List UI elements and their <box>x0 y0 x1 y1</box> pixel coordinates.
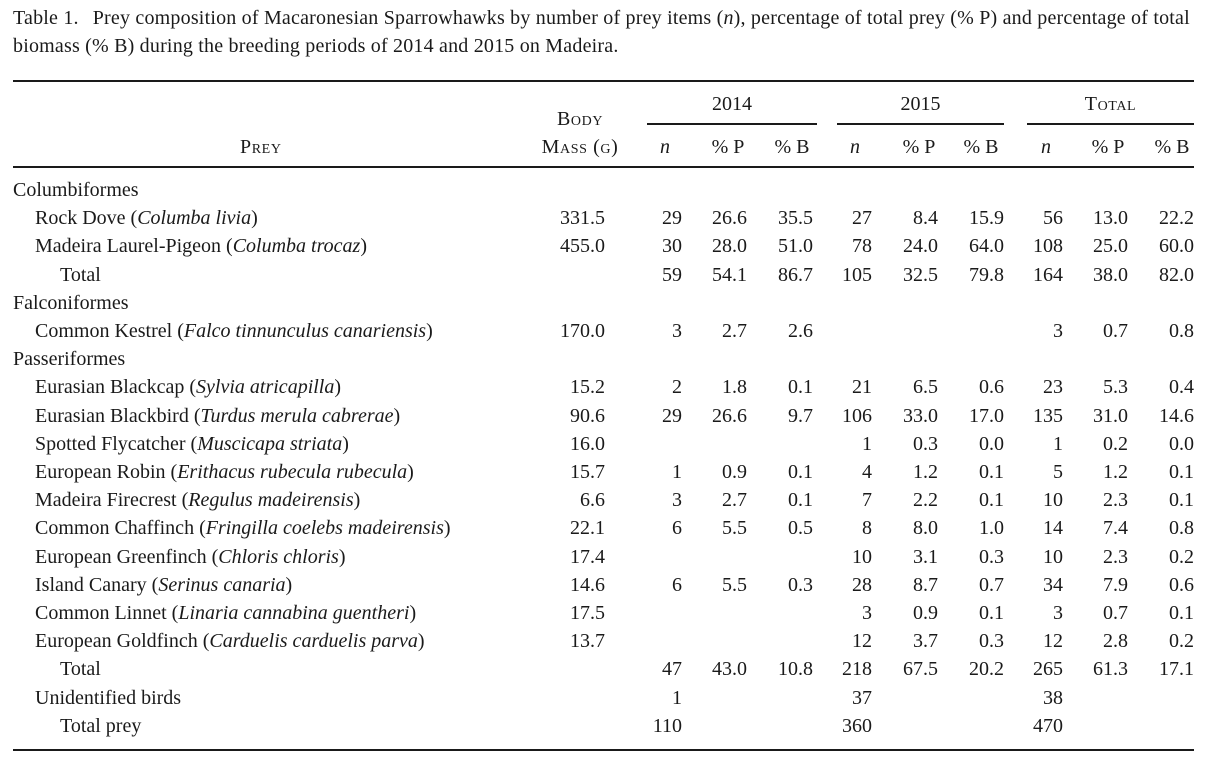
header-rule <box>13 166 1194 168</box>
value-cell: 3 <box>672 489 682 511</box>
table-caption <box>13 4 1203 60</box>
value-cell: 1.2 <box>913 461 938 483</box>
prey-common-name: Common Chaffinch <box>35 517 195 539</box>
value-cell: 0.7 <box>1103 602 1128 624</box>
prey-name <box>35 234 367 258</box>
value-cell: 2.8 <box>1103 630 1128 652</box>
value-cell: 14.6 <box>1159 405 1194 427</box>
caption-text-2: ), percentage of total prey (% P) and percentage of total biomass (% B) during the breeding periods of 2014 and 2015 on Madeira. <box>13 7 1190 57</box>
value-cell: 12 <box>852 630 872 652</box>
value-cell: 360 <box>842 715 872 737</box>
prey-common-name: European Goldfinch <box>35 630 198 652</box>
value-cell: 2.3 <box>1103 489 1128 511</box>
subheader-2014-pb: % B <box>774 136 810 158</box>
subheader-total-n: n <box>1041 136 1051 158</box>
value-cell: 218 <box>842 658 872 680</box>
subheader-2015-pp: % P <box>902 136 936 158</box>
prey-common-name: Spotted Flycatcher <box>35 433 186 455</box>
paren-close: ) <box>353 489 361 511</box>
body-mass-value: 6.6 <box>580 489 605 511</box>
subheader-2015-n: n <box>850 136 860 158</box>
value-cell: 0.9 <box>913 602 938 624</box>
group-underline-2014 <box>647 123 817 125</box>
subheader-total-pb: % B <box>1154 136 1190 158</box>
header-group-2014: 2014 <box>712 93 752 115</box>
value-cell: 8.0 <box>913 517 938 539</box>
value-cell: 14 <box>1043 517 1063 539</box>
value-cell: 1 <box>672 687 682 709</box>
value-cell: 2.3 <box>1103 546 1128 568</box>
body-mass-value: 15.7 <box>570 461 605 483</box>
prey-scientific-name: Chloris chloris <box>218 546 339 568</box>
value-cell: 28 <box>852 574 872 596</box>
value-cell: 29 <box>662 405 682 427</box>
value-cell: 0.3 <box>979 630 1004 652</box>
value-cell: 0.8 <box>1169 320 1194 342</box>
body-mass-value: 331.5 <box>560 207 605 229</box>
value-cell: 79.8 <box>969 264 1004 286</box>
paren-open: ( <box>221 235 233 257</box>
value-cell: 0.2 <box>1169 546 1194 568</box>
value-cell: 4 <box>862 461 872 483</box>
value-cell: 17.0 <box>969 405 1004 427</box>
value-cell: 10 <box>1043 489 1063 511</box>
prey-name <box>35 404 400 428</box>
value-cell: 2.7 <box>722 489 747 511</box>
body-mass-value: 455.0 <box>560 235 605 257</box>
value-cell: 8.7 <box>913 574 938 596</box>
subheader-2015-pb: % B <box>963 136 999 158</box>
value-cell: 0.0 <box>979 433 1004 455</box>
value-cell: 2 <box>672 376 682 398</box>
prey-name <box>35 629 425 653</box>
value-cell: 1.2 <box>1103 461 1128 483</box>
paren-open: ( <box>184 376 197 398</box>
order-label: Falconiformes <box>13 292 129 314</box>
value-cell: 7.9 <box>1103 574 1128 596</box>
value-cell: 54.1 <box>712 264 747 286</box>
value-cell: 86.7 <box>778 264 813 286</box>
subtotal-label: Total prey <box>60 715 142 737</box>
group-underline-total <box>1027 123 1194 125</box>
caption-label: Table 1. <box>13 7 79 29</box>
prey-scientific-name: Sylvia atricapilla <box>196 376 335 398</box>
value-cell: 35.5 <box>778 207 813 229</box>
value-cell: 1 <box>862 433 872 455</box>
value-cell: 37 <box>852 687 872 709</box>
value-cell: 43.0 <box>712 658 747 680</box>
value-cell: 24.0 <box>903 235 938 257</box>
value-cell: 0.1 <box>1169 489 1194 511</box>
paren-close: ) <box>360 235 367 257</box>
prey-scientific-name: Linaria cannabina guentheri <box>178 602 410 624</box>
paren-close: ) <box>285 574 293 596</box>
prey-scientific-name: Erithacus rubecula rubecula <box>177 461 408 483</box>
value-cell: 0.2 <box>1169 630 1194 652</box>
value-cell: 78 <box>852 235 872 257</box>
prey-scientific-name: Turdus merula cabrerae <box>200 405 394 427</box>
prey-name <box>35 460 414 484</box>
body-mass-value: 15.2 <box>570 376 605 398</box>
value-cell: 5 <box>1053 461 1063 483</box>
paren-open: ( <box>146 574 159 596</box>
prey-common-name: European Robin <box>35 461 166 483</box>
value-cell: 0.3 <box>979 546 1004 568</box>
value-cell: 0.1 <box>788 489 813 511</box>
value-cell: 110 <box>652 715 682 737</box>
header-prey: Prey <box>240 136 282 158</box>
paren-close: ) <box>417 630 425 652</box>
value-cell: 38 <box>1043 687 1063 709</box>
order-label: Passeriformes <box>13 348 126 370</box>
body-mass-value: 13.7 <box>570 630 605 652</box>
subtotal-label: Total <box>60 264 101 286</box>
prey-name <box>35 375 341 399</box>
prey-common-name: Eurasian Blackbird <box>35 405 189 427</box>
prey-scientific-name: Falco tinnunculus canariensis <box>183 320 427 342</box>
value-cell: 265 <box>1033 658 1063 680</box>
value-cell: 25.0 <box>1093 235 1128 257</box>
value-cell: 10.8 <box>778 658 813 680</box>
value-cell: 164 <box>1033 264 1063 286</box>
value-cell: 0.1 <box>979 602 1004 624</box>
value-cell: 3 <box>1053 602 1063 624</box>
value-cell: 38.0 <box>1093 264 1128 286</box>
value-cell: 2.6 <box>788 320 813 342</box>
paren-close: ) <box>251 207 258 229</box>
prey-name <box>35 319 433 343</box>
value-cell: 0.1 <box>979 489 1004 511</box>
value-cell: 31.0 <box>1093 405 1128 427</box>
paren-open: ( <box>165 461 178 483</box>
body-mass-value: 17.4 <box>570 546 605 568</box>
paren-open: ( <box>176 489 189 511</box>
prey-common-name: Eurasian Blackcap <box>35 376 185 398</box>
value-cell: 26.6 <box>712 405 747 427</box>
value-cell: 0.4 <box>1169 376 1194 398</box>
paren-close: ) <box>409 602 417 624</box>
header-group-2015: 2015 <box>900 93 941 115</box>
paren-close: ) <box>342 433 349 455</box>
body-mass-value: 14.6 <box>570 574 605 596</box>
value-cell: 3.1 <box>913 546 938 568</box>
value-cell: 1 <box>1053 433 1063 455</box>
paren-close: ) <box>393 405 401 427</box>
value-cell: 34 <box>1043 574 1063 596</box>
value-cell: 23 <box>1043 376 1063 398</box>
value-cell: 3 <box>1053 320 1063 342</box>
body-mass-value: 17.5 <box>570 602 605 624</box>
value-cell: 26.6 <box>712 207 747 229</box>
paren-open: ( <box>194 517 206 539</box>
value-cell: 64.0 <box>969 235 1004 257</box>
value-cell: 0.1 <box>1169 461 1194 483</box>
paren-close: ) <box>443 517 451 539</box>
body-mass-value: 90.6 <box>570 405 605 427</box>
paren-open: ( <box>125 207 138 229</box>
prey-common-name: Common Linnet <box>35 602 167 624</box>
prey-name <box>35 206 258 230</box>
prey-name <box>35 516 451 540</box>
value-cell: 0.3 <box>788 574 813 596</box>
value-cell: 3.7 <box>913 630 938 652</box>
subheader-2014-pp: % P <box>711 136 745 158</box>
value-cell: 20.2 <box>969 658 1004 680</box>
bottom-rule <box>13 749 1194 751</box>
prey-scientific-name: Muscicapa striata <box>197 433 343 455</box>
value-cell: 10 <box>1043 546 1063 568</box>
value-cell: 10 <box>852 546 872 568</box>
subtotal-label: Total <box>60 658 101 680</box>
value-cell: 29 <box>662 207 682 229</box>
value-cell: 5.5 <box>722 517 747 539</box>
header-body-mass-line1: Body <box>556 108 604 130</box>
prey-common-name: Common Kestrel <box>35 320 173 342</box>
paren-open: ( <box>197 630 210 652</box>
caption-text-1: Prey composition of Macaronesian Sparrowhawks by number of prey items ( <box>92 7 724 29</box>
value-cell: 82.0 <box>1159 264 1194 286</box>
value-cell: 7.4 <box>1103 517 1128 539</box>
prey-scientific-name: Fringilla coelebs madeirensis <box>205 517 444 539</box>
value-cell: 106 <box>842 405 872 427</box>
value-cell: 0.1 <box>788 461 813 483</box>
value-cell: 0.7 <box>1103 320 1128 342</box>
value-cell: 15.9 <box>969 207 1004 229</box>
value-cell: 17.1 <box>1159 658 1194 680</box>
prey-common-name: Madeira Firecrest <box>35 489 177 511</box>
prey-name <box>35 601 416 625</box>
value-cell: 5.3 <box>1103 376 1128 398</box>
value-cell: 8 <box>862 517 872 539</box>
paren-open: ( <box>185 433 198 455</box>
value-cell: 3 <box>862 602 872 624</box>
paren-close: ) <box>338 546 346 568</box>
value-cell: 0.1 <box>979 461 1004 483</box>
value-cell: 0.0 <box>1169 433 1194 455</box>
prey-name: Unidentified birds <box>35 687 182 709</box>
top-rule <box>13 80 1194 82</box>
value-cell: 2.7 <box>722 320 747 342</box>
value-cell: 12 <box>1043 630 1063 652</box>
value-cell: 1.8 <box>722 376 747 398</box>
prey-scientific-name: Columba trocaz <box>232 235 361 257</box>
value-cell: 6.5 <box>913 376 938 398</box>
caption-text-n: n <box>723 7 734 29</box>
body-mass-value: 170.0 <box>560 320 605 342</box>
value-cell: 9.7 <box>788 405 813 427</box>
value-cell: 0.8 <box>1169 517 1194 539</box>
value-cell: 47 <box>662 658 682 680</box>
value-cell: 59 <box>662 264 682 286</box>
value-cell: 67.5 <box>903 658 938 680</box>
value-cell: 3 <box>672 320 682 342</box>
paren-open: ( <box>206 546 219 568</box>
value-cell: 0.1 <box>788 376 813 398</box>
value-cell: 28.0 <box>712 235 747 257</box>
value-cell: 1.0 <box>979 517 1004 539</box>
value-cell: 6 <box>672 574 682 596</box>
body-mass-value: 16.0 <box>570 433 605 455</box>
prey-name <box>35 432 349 456</box>
value-cell: 6 <box>672 517 682 539</box>
prey-name <box>35 545 346 569</box>
prey-name <box>35 488 360 512</box>
value-cell: 135 <box>1033 405 1063 427</box>
header-group-total: Total <box>1084 93 1137 115</box>
value-cell: 8.4 <box>913 207 938 229</box>
header-body-mass-line2: Mass (g) <box>541 136 619 158</box>
value-cell: 2.2 <box>913 489 938 511</box>
paren-open: ( <box>166 602 179 624</box>
body-mass-value: 22.1 <box>570 517 605 539</box>
subheader-total-pp: % P <box>1091 136 1125 158</box>
value-cell: 0.7 <box>979 574 1004 596</box>
value-cell: 0.5 <box>788 517 813 539</box>
value-cell: 5.5 <box>722 574 747 596</box>
value-cell: 32.5 <box>903 264 938 286</box>
value-cell: 22.2 <box>1159 207 1194 229</box>
value-cell: 27 <box>852 207 872 229</box>
prey-common-name: Madeira Laurel-Pigeon <box>35 235 222 257</box>
order-label: Columbiformes <box>13 179 139 201</box>
value-cell: 21 <box>852 376 872 398</box>
value-cell: 108 <box>1033 235 1063 257</box>
value-cell: 0.3 <box>913 433 938 455</box>
paren-close: ) <box>407 461 414 483</box>
prey-scientific-name: Columba livia <box>137 207 252 229</box>
value-cell: 105 <box>842 264 872 286</box>
prey-common-name: Rock Dove <box>35 207 126 229</box>
prey-common-name: European Greenfinch <box>35 546 207 568</box>
prey-common-name: Island Canary <box>35 574 147 596</box>
subheader-2014-n: n <box>660 136 670 158</box>
value-cell: 61.3 <box>1093 658 1128 680</box>
prey-name <box>35 573 292 597</box>
value-cell: 470 <box>1033 715 1063 737</box>
value-cell: 56 <box>1043 207 1063 229</box>
value-cell: 51.0 <box>778 235 813 257</box>
value-cell: 33.0 <box>903 405 938 427</box>
paren-close: ) <box>426 320 433 342</box>
value-cell: 60.0 <box>1159 235 1194 257</box>
prey-scientific-name: Regulus madeirensis <box>188 489 354 511</box>
paren-open: ( <box>188 405 201 427</box>
value-cell: 7 <box>862 489 872 511</box>
value-cell: 30 <box>662 235 682 257</box>
value-cell: 0.6 <box>1169 574 1194 596</box>
prey-scientific-name: Serinus canaria <box>158 574 286 596</box>
value-cell: 0.2 <box>1103 433 1128 455</box>
paren-close: ) <box>334 376 342 398</box>
value-cell: 13.0 <box>1093 207 1128 229</box>
prey-scientific-name: Carduelis carduelis parva <box>209 630 418 652</box>
value-cell: 0.6 <box>979 376 1004 398</box>
value-cell: 0.9 <box>722 461 747 483</box>
value-cell: 0.1 <box>1169 602 1194 624</box>
paren-open: ( <box>172 320 184 342</box>
value-cell: 1 <box>672 461 682 483</box>
group-underline-2015 <box>837 123 1004 125</box>
